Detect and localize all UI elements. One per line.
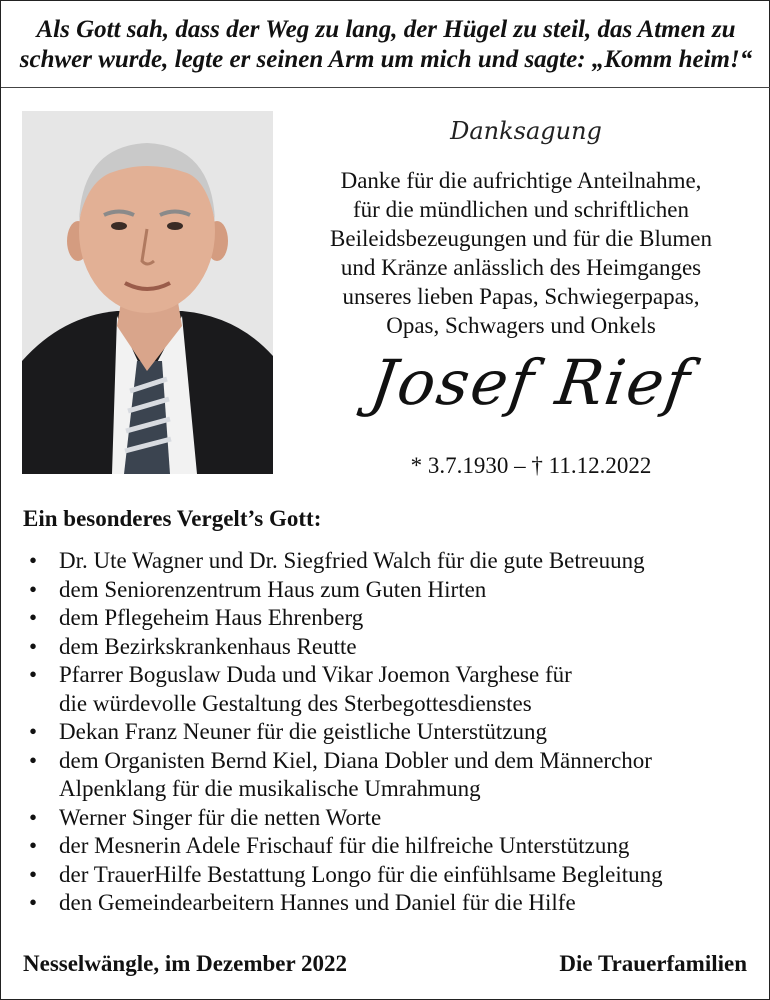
bullet-icon: •: [29, 833, 38, 858]
list-item: • Dr. Ute Wagner und Dr. Siegfried Walch für die gute Betreuung: [23, 547, 763, 576]
quote-line: schwer wurde, legte er seinen Arm um mich und sagte: „Komm heim!“: [19, 46, 753, 73]
life-dates: * 3.7.1930 – † 11.12.2022: [410, 453, 652, 478]
bullet-icon: •: [29, 662, 38, 687]
bullet-icon: •: [29, 605, 38, 630]
bullet-icon: •: [29, 719, 38, 744]
thanks-line: Opas, Schwagers und Onkels: [386, 313, 656, 338]
list-item: • Dekan Franz Neuner für die geistliche Unterstützung: [23, 718, 763, 747]
portrait-photo-icon: [22, 111, 273, 474]
bullet-icon: •: [29, 861, 38, 887]
deceased-name: Josef Rief: [366, 346, 696, 419]
vergelts-gott-title: Ein besonderes Vergelt’s Gott:: [23, 506, 322, 531]
list-item: • der Mesnerin Adele Frischauf für die hilfreiche Unterstützung: [23, 832, 763, 861]
thanks-list: [23, 547, 763, 918]
place-date: Nesselwängle, im Dezember 2022: [23, 951, 348, 976]
list-item: • dem Seniorenzentrum Haus zum Guten Hirten: [23, 576, 763, 605]
divider: [1, 87, 770, 88]
thanks-text: [296, 166, 746, 340]
list-item: • der TrauerHilfe Bestattung Longo für die einfühlsame Begleitung: [23, 861, 763, 890]
list-item: • dem Bezirkskrankenhaus Reutte: [23, 633, 763, 662]
bullet-icon: •: [29, 747, 38, 773]
thanks-heading: Danksagung: [450, 117, 602, 145]
quote-line: Als Gott sah, dass der Weg zu lang, der Hügel zu steil, das Atmen zu: [36, 16, 736, 43]
bullet-icon: •: [29, 890, 38, 915]
signature: Die Trauerfamilien: [559, 951, 747, 976]
quote: [1, 15, 770, 75]
thanks-line: für die mündlichen und schriftlichen: [353, 197, 689, 222]
thanks-line: unseres lieben Papas, Schwiegerpapas,: [342, 284, 700, 309]
bullet-icon: •: [29, 804, 38, 830]
list-item: • den Gemeindearbeitern Hannes und Daniel für die Hilfe: [23, 889, 763, 918]
bullet-icon: •: [29, 633, 38, 659]
portrait-photo: [22, 111, 273, 474]
bullet-icon: •: [29, 548, 38, 573]
bullet-icon: •: [29, 576, 38, 602]
list-item: • dem Pflegeheim Haus Ehrenberg: [23, 604, 763, 633]
list-item: • Pfarrer Boguslaw Duda und Vikar Joemon Varghese für die würdevolle Gestaltung des Sterbegottesdienstes: [29, 662, 572, 716]
list-item: • dem Organisten Bernd Kiel, Diana Dobler und dem Männerchor Alpenklang für die musikalische Umrahmung: [29, 747, 652, 801]
thanks-line: Danke für die aufrichtige Anteilnahme,: [340, 168, 702, 193]
list-item: • Werner Singer für die netten Worte: [23, 804, 763, 833]
thanks-line: Beileidsbezeugungen und für die Blumen: [330, 226, 712, 251]
thanks-line: und Kränze anlässlich des Heimganges: [340, 255, 702, 280]
